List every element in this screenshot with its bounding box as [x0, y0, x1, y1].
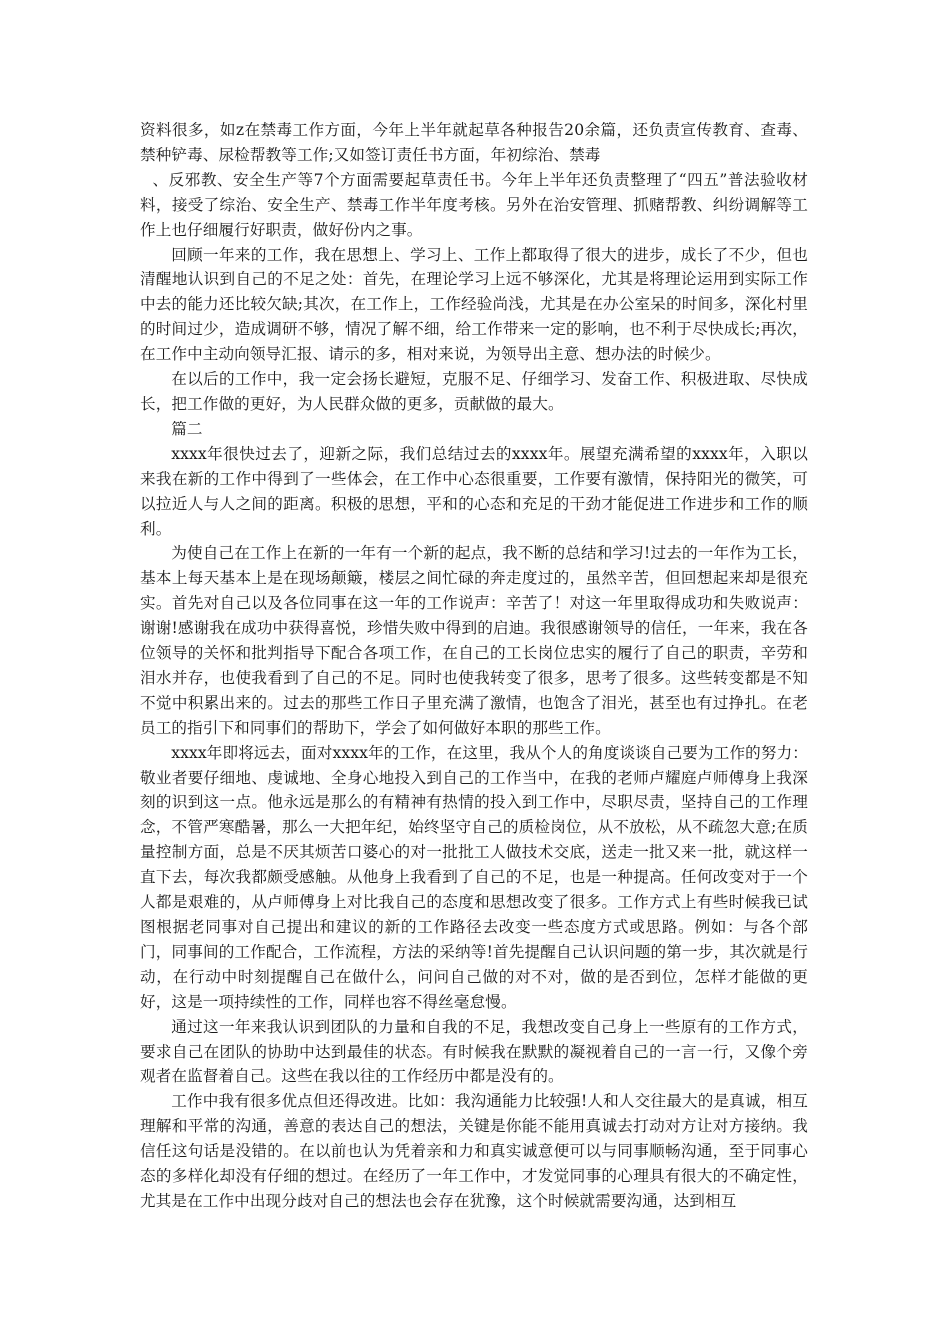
paragraph-1: 资料很多，如z在禁毒工作方面，今年上半年就起草各种报告20余篇，还负责宣传教育、查毒、禁种铲毒、尿检帮教等工作;又如签订责任书方面，年初综治、禁毒 — [140, 121, 808, 164]
paragraph-7: 为使自己在工作上在新的一年有一个新的起点，我不断的总结和学习!过去的一年作为工长，基本上每天基本上是在现场颠簸，楼层之间忙碌的奔走度过的，虽然辛苦，但回想起来却是很充实。首先对自己以及各位同事在这一年的工作说声：辛苦了！对这一年里取得成功和失败说声：谢谢!感谢我在成功中获得喜悦，珍惜失败中得到的启迪。我很感谢领导的信任，一年来，我在各位领导的关怀和批判指导下配合各项工作，在自己的工长岗位忠实的履行了自己的职责，辛劳和泪水并存，也使我看到了自己的不足。同时也使我转变了很多，思考了很多。这些转变都是不知不觉中积累出来的。过去的那些工作日子里充满了激情，也饱含了泪光，甚至也有过挣扎。在老员工的指引下和同事们的帮助下，学会了如何做好本职的那些工作。 — [140, 544, 808, 737]
paragraph-6: xxxx年很快过去了，迎新之际，我们总结过去的xxxx年。展望充满希望的xxxx年，入职以来我在新的工作中得到了一些体会，在工作中心态很重要，工作要有激情，保持阳光的微笑，可以拉近人与人之间的距离。积极的思想，平和的心态和充足的干劲才能促进工作进步和工作的顺利。 — [140, 444, 808, 538]
section-heading: 篇二 — [171, 419, 203, 438]
paragraph-10: 工作中我有很多优点但还得改进。比如：我沟通能力比较强!人和人交往最大的是真诚，相互理解和平常的沟通，善意的表达自己的想法，关键是你能不能用真诚去打动对方让对方接纳。我信任这句话是没错的。在以前也认为凭着亲和力和真实诚意便可以与同事顺畅沟通，至于同事心态的多样化却没有仔细的想过。在经历了一年工作中，才发觉同事的心理具有很大的不确定性，尤其是在工作中出现分歧对自己的想法也会存在犹豫，这个时候就需要沟通，达到相互 — [140, 1092, 808, 1210]
paragraph-2: 、反邪教、安全生产等7个方面需要起草责任书。今年上半年还负责整理了“四五”普法验收材料，接受了综治、安全生产、禁毒工作半年度考核。另外在治安管理、抓赌帮教、纠纷调解等工作上也仔细履行好职责，做好份内之事。 — [140, 170, 808, 239]
paragraph-9: 通过这一年来我认识到团队的力量和自我的不足，我想改变自己身上一些原有的工作方式，要求自己在团队的协助中达到最佳的状态。有时候我在默默的凝视着自己的一言一行，又像个旁观者在监督着自己。这些在我以往的工作经历中都是没有的。 — [140, 1017, 808, 1086]
paragraph-8: xxxx年即将远去，面对xxxx年的工作，在这里，我从个人的角度谈谈自己要为工作的努力：敬业者要仔细地、虔诚地、全身心地投入到自己的工作当中，在我的老师卢耀庭卢师傅身上我深刻的识到这一点。他永远是那么的有精神有热情的投入到工作中，尽职尽责，坚持自己的工作理念，不管严寒酷暑，那么一大把年纪，始终坚守自己的质检岗位，从不放松，从不疏忽大意;在质量控制方面，总是不厌其烦苦口婆心的对一批批工人做技术交底，送走一批又来一批，就这样一直下去，每次我都颇受感触。从他身上我看到了自己的不足，也是一种提高。任何改变对于一个人都是艰难的，从卢师傅身上对比我自己的态度和思想改变了很多。工作方式上有些时候我已试图根据老同事对自己提出和建议的新的工作路径去改变一些态度方式或思路。例如：与各个部门，同事间的工作配合，工作流程，方法的采纳等!首先提醒自己认识问题的第一步，其次就是行动，在行动中时刻提醒自己在做什么，问问自己做的对不对，做的是否到位，怎样才能做的更好，这是一项持续性的工作，同样也容不得丝毫怠慢。 — [140, 743, 808, 1011]
document-page — [140, 118, 808, 1214]
paragraph-3: 回顾一年来的工作，我在思想上、学习上、工作上都取得了很大的进步，成长了不少，但也清醒地认识到自己的不足之处：首先，在理论学习上远不够深化，尤其是将理论运用到实际工作中去的能力还比较欠缺;其次，在工作上，工作经验尚浅，尤其是在办公室呆的时间多，深化村里的时间过少，造成调研不够，情况了解不细，给工作带来一定的影响，也不利于尽快成长;再次，在工作中主动向领导汇报、请示的多，相对来说，为领导出主意、想办法的时候少。 — [140, 245, 808, 364]
paragraph-4: 在以后的工作中，我一定会扬长避短，克服不足、仔细学习、发奋工作、积极进取、尽快成长，把工作做的更好，为人民群众做的更多，贡献做的最大。 — [140, 370, 808, 413]
